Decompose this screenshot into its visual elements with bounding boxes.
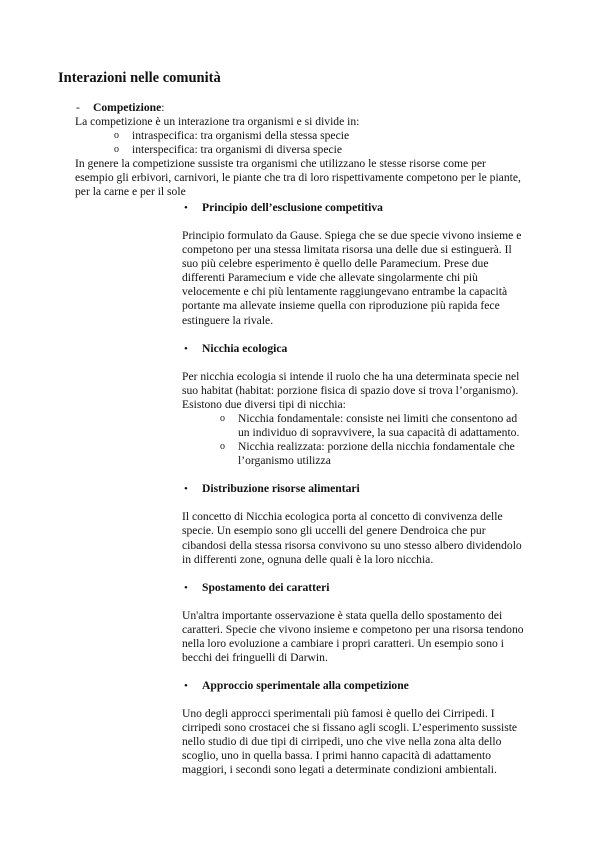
competition-heading: Competizione (93, 101, 162, 114)
circle-bullet-icon: o (114, 130, 119, 142)
section-paragraph: Per nicchia ecologia si intende il ruolo che ha una determinata specie nel suo habitat (habitat: porzione fisica di spazio dove si trova l’organismo). Esistono due diversi tipi di nicchia: (182, 369, 520, 411)
bullet-icon: • (184, 680, 188, 693)
list-item: o intraspecifica: tra organismi della stessa specie (114, 129, 350, 143)
dash-marker: - (76, 101, 80, 114)
section-heading: • Nicchia ecologica (184, 341, 288, 355)
section-heading: • Distribuzione risorse alimentari (184, 482, 360, 496)
competition-heading-line (76, 101, 551, 115)
list-item: o Nicchia realizzata: porzione della nicchia fondamentale che l’organismo utilizza (220, 440, 515, 468)
competition-intro (76, 101, 551, 199)
section-paragraph: Principio formulato da Gause. Spiega che se due specie vivono insieme e competono per una stessa limitata risorsa una delle due si estinguerà. Il suo più celebre esperimento è quello delle Paramecium. Prese due differenti Paramecium e vide che allevate singolarmente chi più velocemente e chi più lentamente raggiungevano entrambe la capacità portante ma allevate insieme quella con riproduzione più rapida fece estinguere la rivale. (182, 229, 522, 327)
section-paragraph: Uno degli approcci sperimentali più famosi è quello dei Cirripedi. I cirripedi sono crostacei che si fissano agli scogli. L’esperimento sussiste nello studio di due tipi di cirripedi, uno che vive nella zona alta dello scoglio, uno in quella bassa. I primi hanno capacità di adattamento maggiori, i secondi sono legati a determinate condizioni ambientali. (182, 707, 518, 777)
competition-paragraph: In genere la competizione sussiste tra organismi che utilizzano le stesse risorse come per esempio gli erbivori, carnivori, le piante che tra di loro rispettivamente competono per le piante, per la carne e per il sole (75, 157, 521, 199)
section-heading: • Principio dell’esclusione competitiva (184, 201, 383, 214)
sections-list (182, 201, 532, 792)
bullet-icon: • (184, 202, 188, 214)
section-heading: • Spostamento dei caratteri (184, 580, 330, 594)
section-heading: • Approccio sperimentale alla competizione (184, 679, 409, 693)
section-paragraph: Il concetto di Nicchia ecologica porta al concetto di convivenza delle specie. Un esempio sono gli uccelli del genere Dendroica che pur cibandosi della stessa risorsa convivono su uno stesso albero dividendolo in differenti zone, ognuna delle quali è la loro nicchia. (182, 510, 522, 566)
list-item: o interspecifica: tra organismi di diversa specie (114, 143, 343, 157)
competition-heading-suffix: : (161, 101, 165, 114)
bullet-icon: • (184, 483, 188, 496)
competition-definition: La competizione è un interazione tra organismi e si divide in: (75, 115, 360, 128)
section-paragraph: Un'altra importante osservazione è stata quella dello spostamento dei caratteri. Specie che vivono insieme e competono per una risorsa tendono nella loro evoluzione a cambiare i propri caratteri. Un esempio sono i becchi dei fringuelli di Darwin. (182, 608, 524, 664)
circle-bullet-icon: o (220, 441, 225, 453)
niche-types-list (182, 412, 532, 468)
circle-bullet-icon: o (114, 144, 119, 156)
bullet-icon: • (184, 342, 188, 355)
circle-bullet-icon: o (220, 412, 225, 424)
page-title: Interazioni nelle comunità (58, 70, 221, 86)
list-item: o Nicchia fondamentale: consiste nei limiti che consentono ad un individuo di sopravvivere, la sua capacità di adattamento. (220, 411, 520, 440)
bullet-icon: • (184, 581, 188, 594)
